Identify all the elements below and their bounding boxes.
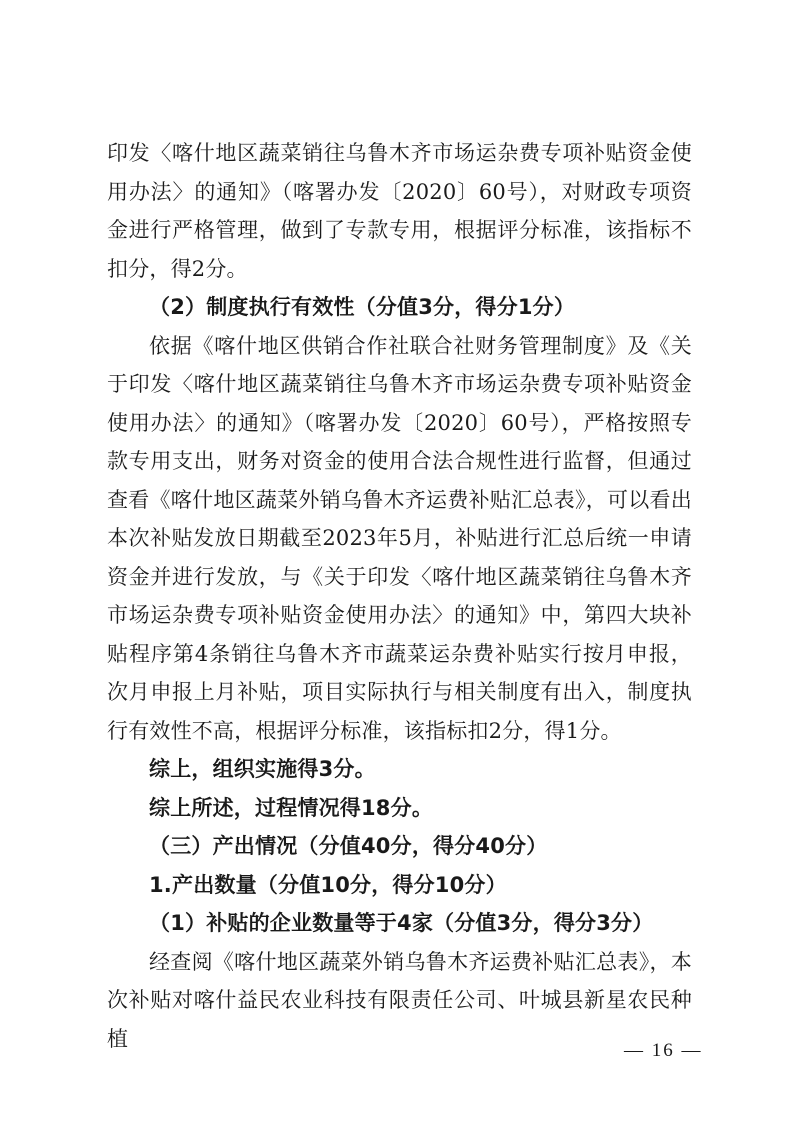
heading-system-execution-effectiveness: （2）制度执行有效性（分值3分，得分1分） bbox=[149, 295, 576, 319]
summary-organization-implementation: 综上，组织实施得3分。 bbox=[149, 757, 376, 781]
page-number: — 16 — bbox=[624, 1040, 703, 1061]
summary-process: 综上所述，过程情况得18分。 bbox=[149, 795, 434, 820]
paragraph-enterprise-review: 经查阅《喀什地区蔬菜外销乌鲁木齐运费补贴汇总表》，本次补贴对喀什益民农业科技有限责任公司、叶城县新星农民种植 bbox=[107, 949, 692, 1051]
paragraph-continuation: 印发〈喀什地区蔬菜销往乌鲁木齐市场运杂费专项补贴资金使用办法〉的通知》（喀署办发〔2020〕60号），对财政专项资金进行严格管理，做到了专款专用，根据评分标准，该指标不扣分，得2分。 bbox=[107, 141, 692, 281]
heading-output-quantity: 1.产出数量（分值10分，得分10分） bbox=[149, 872, 507, 897]
body-text bbox=[107, 134, 692, 1058]
heading-subsidized-enterprise-count: （1）补贴的企业数量等于4家（分值3分，得分3分） bbox=[149, 911, 654, 935]
paragraph-system-execution: 依据《喀什地区供销合作社联合社财务管理制度》及《关于印发〈喀什地区蔬菜销往乌鲁木齐市场运杂费专项补贴资金使用办法〉的通知》（喀署办发〔2020〕60号），严格按照专款专用支出，财务对资金的使用合法合规性进行监督，但通过查看《喀什地区蔬菜外销乌鲁木齐运费补贴汇总表》，可以看出本次补贴发放日期截至2023年5月，补贴进行汇总后统一申请资金并进行发放，与《关于印发〈喀什地区蔬菜销往乌鲁木齐市场运杂费专项补贴资金使用办法〉的通知》中，第四大块补贴程序第4条销往乌鲁木齐市蔬菜运杂费补贴实行按月申报，次月申报上月补贴，项目实际执行与相关制度有出入，制度执行有效性不高，根据评分标准，该指标扣2分，得1分。 bbox=[107, 333, 692, 743]
heading-output-situation: （三）产出情况（分值40分，得分40分） bbox=[149, 834, 548, 858]
